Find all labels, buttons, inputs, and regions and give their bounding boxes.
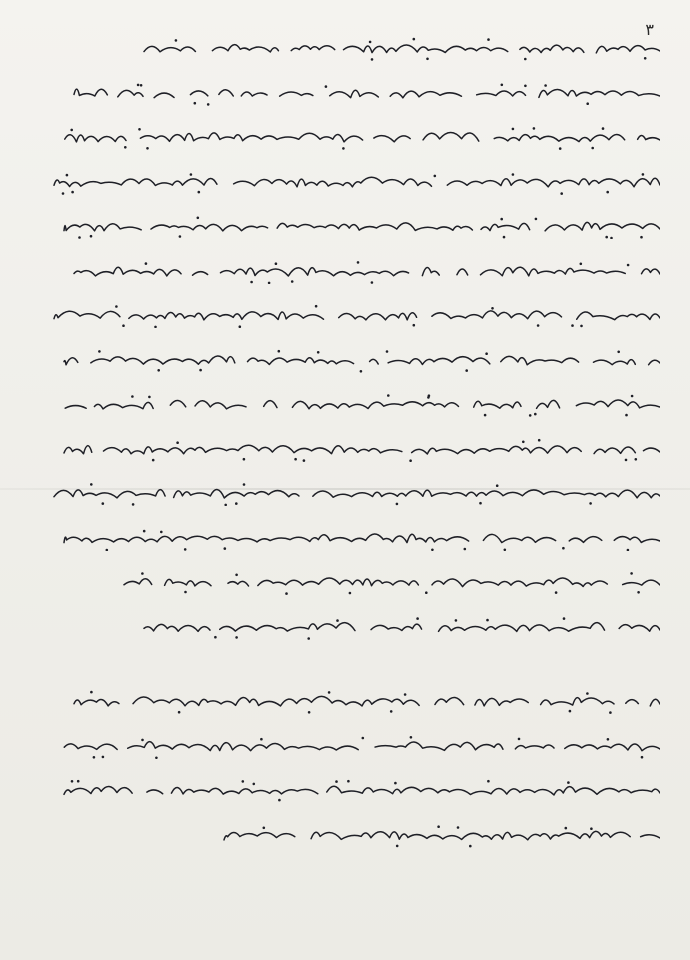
- ink-stroke: [60, 347, 660, 373]
- ink-stroke: [60, 213, 660, 239]
- ink-stroke: [70, 258, 660, 284]
- ink-stroke: [50, 302, 660, 328]
- handwritten-line: [22, 293, 660, 338]
- handwritten-line: [22, 427, 660, 472]
- paragraph-1: [22, 26, 660, 649]
- ink-stroke: [60, 391, 660, 417]
- ink-stroke: [70, 80, 660, 106]
- paragraph-2: [22, 679, 660, 857]
- ink-stroke: [60, 525, 660, 551]
- ink-stroke: [220, 822, 660, 848]
- ink-stroke: [60, 436, 660, 462]
- handwritten-line: [22, 115, 660, 160]
- handwritten-line: [22, 71, 660, 116]
- handwritten-line: [22, 471, 660, 516]
- handwritten-line: [22, 560, 660, 605]
- handwritten-line: [22, 813, 660, 858]
- handwritten-line: [22, 768, 660, 813]
- paragraph-gap: [22, 649, 660, 679]
- handwritten-line: [22, 338, 660, 383]
- handwritten-line: [22, 204, 660, 249]
- handwritten-line: [22, 605, 660, 650]
- handwritten-line: [22, 679, 660, 724]
- ink-stroke: [60, 733, 660, 759]
- ink-stroke: [140, 614, 660, 640]
- handwritten-line: [22, 160, 660, 205]
- handwritten-line: [22, 249, 660, 294]
- page-number: ٣: [645, 20, 654, 39]
- ink-stroke: [70, 688, 660, 714]
- handwritten-text: [22, 26, 660, 857]
- ink-stroke: [60, 777, 660, 803]
- ink-stroke: [140, 35, 660, 61]
- handwritten-line: [22, 26, 660, 71]
- handwritten-line: [22, 382, 660, 427]
- ink-stroke: [60, 124, 660, 150]
- ink-stroke: [50, 169, 660, 195]
- handwritten-line: [22, 516, 660, 561]
- handwritten-line: [22, 724, 660, 769]
- ink-stroke: [120, 569, 660, 595]
- ink-stroke: [50, 480, 660, 506]
